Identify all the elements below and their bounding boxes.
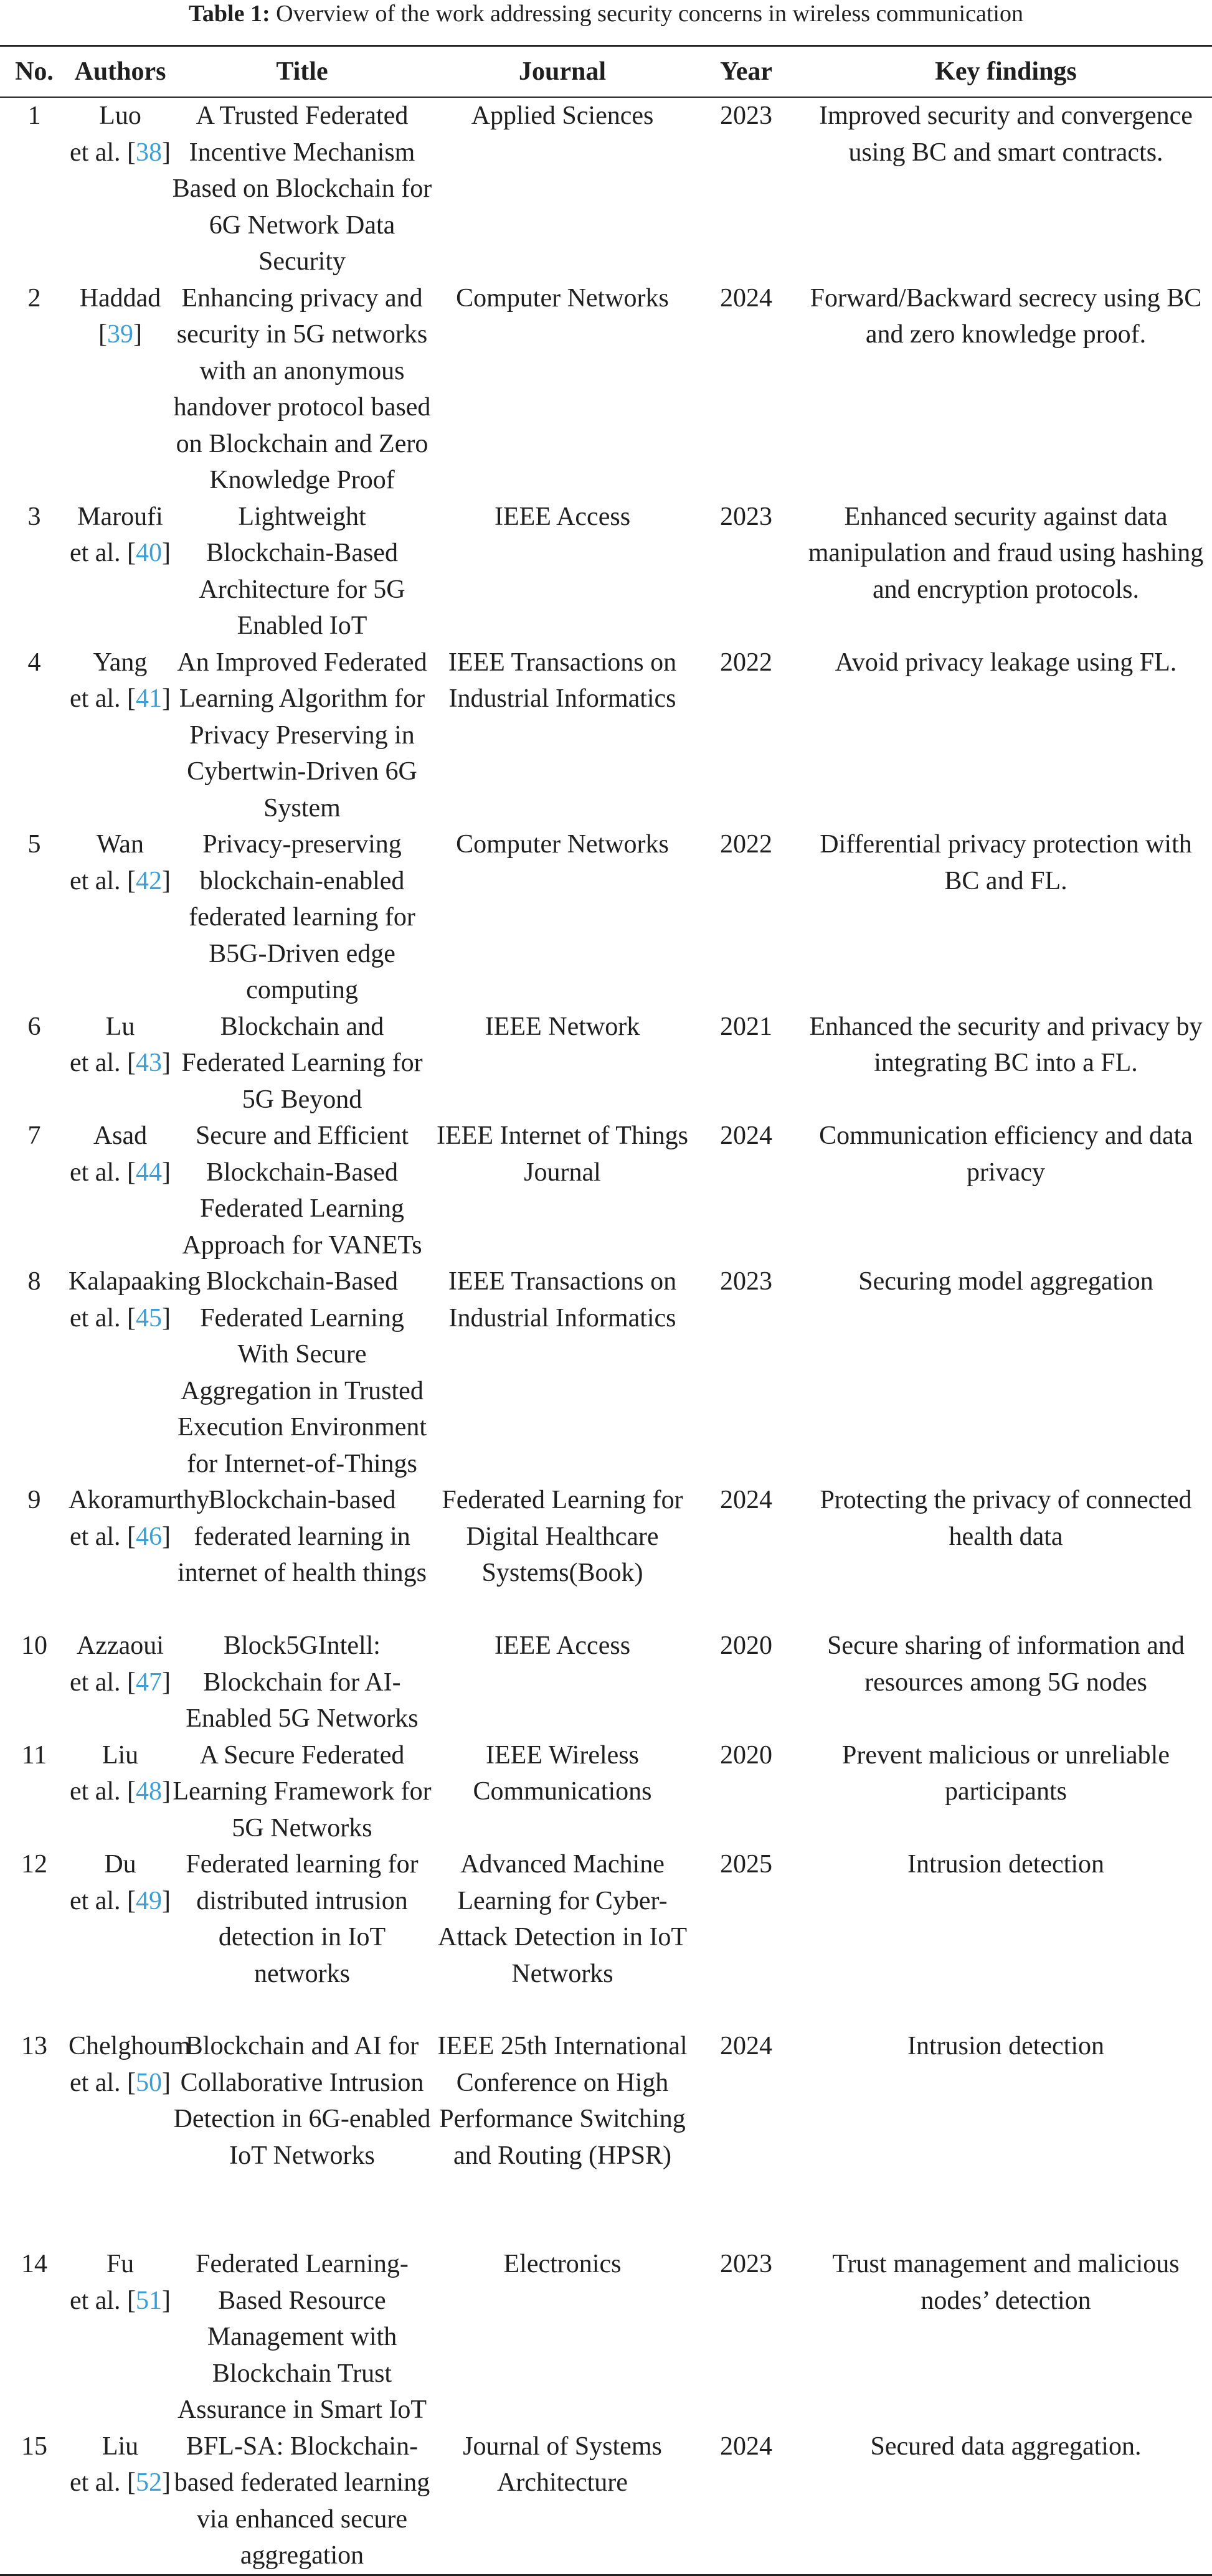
author-etal: et al. [ (69, 866, 136, 895)
reference-close-bracket: ] (133, 320, 142, 349)
row-number: 14 (21, 2250, 47, 2278)
row-key-findings: Intrusion detection (907, 1850, 1105, 1879)
row-number: 5 (27, 830, 41, 859)
row-number: 2 (27, 283, 41, 313)
row-number: 11 (21, 1740, 47, 1770)
row-journal: Computer Networks (456, 830, 669, 859)
reference-close-bracket: ] (162, 1886, 171, 1915)
author-name: Kalapaaking (69, 1267, 201, 1296)
row-title: Federated learning for distributed intrusion detection in IoT networks (186, 1850, 419, 1988)
row-key-findings: Secure sharing of information and resources among 5G nodes (827, 1631, 1185, 1697)
caption-label: Table 1: (189, 1, 270, 27)
row-year: 2023 (720, 2250, 772, 2278)
row-authors (69, 1846, 172, 2028)
row-key-findings: Secured data aggregation. (800, 2428, 1212, 2575)
table-row (0, 2028, 1212, 2246)
reference-link[interactable]: 51 (136, 2286, 163, 2315)
row-number: 8 (27, 1267, 41, 1296)
author-name: Asad (93, 1121, 148, 1150)
reference-close-bracket: ] (162, 539, 171, 567)
author-etal: et al. [ (69, 2286, 136, 2315)
author-name: Chelghoum (69, 2032, 191, 2060)
table-row (0, 280, 1212, 499)
author-etal: et al. [ (69, 1886, 136, 1915)
row-authors (69, 1263, 201, 1482)
row-key-findings: Improved security and convergence using BC and smart contracts. (819, 101, 1193, 167)
author-etal: et al. [ (69, 2068, 136, 2097)
author-etal: et al. [ (69, 539, 136, 567)
reference-close-bracket: ] (162, 684, 171, 713)
row-year: 2024 (720, 2032, 772, 2060)
row-year: 2022 (720, 648, 772, 677)
row-title: Blockchain and Federated Learning for 5G Beyond (181, 1012, 423, 1114)
row-key-findings: Enhanced the security and privacy by integrating BC into a FL. (809, 1012, 1203, 1077)
row-authors (69, 280, 172, 499)
row-journal: Electronics (503, 2250, 622, 2278)
author-etal: et al. [ (69, 684, 136, 713)
row-key-findings: Protecting the privacy of connected health data (820, 1486, 1192, 1551)
row-journal: Federated Learning for Digital Healthcare Systems(Book) (442, 1486, 683, 1587)
reference-close-bracket: ] (162, 1303, 171, 1333)
row-key-findings: Enhanced security against data manipulation and fraud using hashing and encryption protocols. (808, 502, 1204, 604)
author-name: Liu (102, 2432, 139, 2461)
reference-close-bracket: ] (162, 1049, 171, 1077)
row-number: 9 (27, 1486, 41, 1514)
row-authors (69, 1482, 210, 1628)
row-year: 2023 (720, 502, 772, 531)
row-year: 2025 (720, 1850, 772, 1879)
reference-link[interactable]: 42 (136, 866, 163, 895)
row-year: 2022 (720, 830, 772, 859)
row-key-findings: Avoid privacy leakage using FL. (835, 648, 1177, 677)
author-name: Du (104, 1850, 136, 1879)
reference-link[interactable]: 48 (136, 1777, 163, 1806)
row-key-findings: Communication efficiency and data privacy (819, 1121, 1193, 1187)
row-number: 13 (21, 2032, 47, 2060)
row-key-findings: Trust management and malicious nodes’ detection (832, 2250, 1180, 2315)
row-journal: IEEE Wireless Communications (473, 1740, 652, 1806)
row-journal: IEEE Internet of Things Journal (437, 1121, 688, 1187)
table-row (0, 1628, 1212, 1737)
row-key-findings: Securing model aggregation (858, 1267, 1153, 1296)
header-year: Year (693, 46, 800, 98)
author-name: Haddad [ (79, 283, 161, 349)
row-number: 1 (27, 101, 41, 130)
row-title: Enhancing privacy and security in 5G networks with an anonymous handover protocol based on Blockchain and Zero Knowledge Proof (173, 283, 431, 494)
row-title: Blockchain and AI for Collaborative Intrusion Detection in 6G-enabled IoT Networks (173, 2032, 431, 2170)
table-row (0, 1263, 1212, 1482)
row-title: Lightweight Blockchain-Based Architecture for 5G Enabled IoT (199, 502, 405, 640)
row-authors (69, 2428, 172, 2575)
table-row (0, 2246, 1212, 2428)
row-journal: Journal of Systems Architecture (432, 2428, 693, 2575)
author-name: Liu (102, 1740, 139, 1770)
author-name: Luo (99, 101, 141, 130)
row-authors (69, 1628, 172, 1737)
row-journal: IEEE Access (494, 1631, 631, 1660)
table-row (0, 1846, 1212, 2028)
row-authors (69, 2246, 172, 2428)
table-row (0, 499, 1212, 644)
row-authors (69, 2028, 191, 2246)
row-title: Block5GIntell: Blockchain for AI-Enabled 5G Networks (186, 1631, 419, 1733)
row-title: A Trusted Federated Incentive Mechanism Based on Blockchain for 6G Network Data Security (172, 101, 432, 276)
reference-link[interactable]: 50 (136, 2068, 163, 2097)
reference-close-bracket: ] (162, 1777, 171, 1806)
table-row (0, 1737, 1212, 1847)
reference-link[interactable]: 52 (136, 2468, 163, 2497)
reference-close-bracket: ] (162, 2068, 171, 2097)
row-journal: Applied Sciences (471, 101, 654, 130)
row-year: 2024 (720, 1486, 772, 1514)
author-name: Lu (105, 1012, 135, 1041)
row-year: 2024 (720, 283, 772, 313)
row-key-findings: Intrusion detection (907, 2032, 1105, 2060)
row-title: Blockchain-based federated learning in internet of health things (177, 1486, 427, 1587)
reference-link[interactable]: 43 (136, 1049, 163, 1077)
row-journal: Advanced Machine Learning for Cyber-Attack Detection in IoT Networks (437, 1850, 688, 1988)
header-journal: Journal (432, 46, 693, 98)
row-journal: IEEE Transactions on Industrial Informatics (448, 1267, 677, 1333)
reference-close-bracket: ] (162, 138, 171, 167)
row-number: 15 (0, 2428, 69, 2575)
row-key-findings: Prevent malicious or unreliable participants (841, 1740, 1170, 1806)
reference-link[interactable]: 46 (136, 1522, 163, 1551)
row-authors (69, 1118, 172, 1263)
table-row (0, 1118, 1212, 1263)
header-title: Title (172, 46, 432, 98)
author-etal: et al. [ (69, 1303, 136, 1333)
row-journal: IEEE 25th International Conference on High Performance Switching and Routing (HPSR) (437, 2032, 688, 2170)
table-caption (0, 0, 1212, 26)
reference-close-bracket: ] (162, 1158, 171, 1187)
overview-table (0, 45, 1212, 2576)
author-name: Akoramurthy (69, 1486, 210, 1514)
row-authors (69, 1009, 172, 1118)
author-etal: et al. [ (69, 1522, 136, 1551)
caption-text: Overview of the work addressing security concerns in wireless communication (276, 1, 1023, 27)
author-name: Maroufi (77, 502, 163, 531)
reference-link[interactable]: 38 (136, 138, 163, 167)
row-title: Federated Learning-Based Resource Management with Blockchain Trust Assurance in Smart IoT (177, 2250, 427, 2424)
reference-link[interactable]: 45 (136, 1303, 163, 1333)
row-authors (69, 97, 172, 280)
row-key-findings: Forward/Backward secrecy using BC and zero knowledge proof. (810, 283, 1202, 349)
author-etal: et al. [ (69, 1049, 136, 1077)
reference-link[interactable]: 40 (136, 539, 163, 567)
reference-close-bracket: ] (162, 1668, 171, 1697)
author-etal: et al. [ (69, 1668, 136, 1697)
author-name: Wan (97, 830, 144, 859)
reference-link[interactable]: 47 (136, 1668, 163, 1697)
row-number: 3 (27, 502, 41, 531)
reference-close-bracket: ] (162, 2468, 171, 2497)
reference-link[interactable]: 39 (107, 320, 133, 349)
row-journal: IEEE Transactions on Industrial Informatics (448, 648, 677, 713)
row-authors (69, 826, 172, 1009)
row-year: 2021 (720, 1012, 772, 1041)
reference-close-bracket: ] (162, 2286, 171, 2315)
row-title: BFL-SA: Blockchain-based federated learning via enhanced secure aggregation (172, 2428, 432, 2575)
row-key-findings: Differential privacy protection with BC and FL. (820, 830, 1192, 895)
table-row (0, 1482, 1212, 1628)
row-title: A Secure Federated Learning Framework for 5G Networks (173, 1740, 432, 1842)
row-title: Privacy-preserving blockchain-enabled federated learning for B5G-Driven edge computing (189, 830, 415, 1004)
reference-link[interactable]: 44 (136, 1158, 163, 1187)
row-year: 2020 (720, 1631, 772, 1660)
row-number: 4 (27, 648, 41, 677)
author-etal: et al. [ (69, 1158, 136, 1187)
row-title: An Improved Federated Learning Algorithm for Privacy Preserving in Cybertwin-Driven 6G System (177, 648, 427, 823)
header-row (0, 46, 1212, 98)
row-year: 2024 (720, 1121, 772, 1150)
reference-link[interactable]: 41 (136, 684, 163, 713)
table-row (0, 1009, 1212, 1118)
table-row (0, 826, 1212, 1009)
row-year: 2020 (720, 1740, 772, 1770)
table-row (0, 2428, 1212, 2575)
header-authors: Authors (69, 46, 172, 98)
row-authors (69, 644, 172, 827)
row-year: 2023 (720, 1267, 772, 1296)
table-body (0, 97, 1212, 2575)
table-row (0, 644, 1212, 827)
reference-link[interactable]: 49 (136, 1886, 163, 1915)
row-journal: IEEE Network (485, 1012, 640, 1041)
row-number: 12 (21, 1850, 47, 1879)
row-title: Secure and Efficient Blockchain-Based Federated Learning Approach for VANETs (182, 1121, 422, 1260)
reference-close-bracket: ] (162, 1522, 171, 1551)
author-name: Azzaoui (77, 1631, 164, 1660)
author-etal: et al. [ (69, 138, 136, 167)
row-number: 7 (27, 1121, 41, 1150)
author-name: Fu (106, 2250, 135, 2278)
row-authors (69, 1737, 172, 1847)
header-no: No. (0, 46, 69, 98)
author-etal: et al. [ (69, 2468, 136, 2497)
header-key-findings: Key findings (800, 46, 1212, 98)
author-etal: et al. [ (69, 1777, 136, 1806)
row-year: 2023 (720, 101, 772, 130)
row-journal: IEEE Access (494, 502, 631, 531)
row-year: 2024 (693, 2428, 800, 2575)
table-row (0, 97, 1212, 280)
row-authors (69, 499, 172, 644)
row-title: Blockchain-Based Federated Learning With Secure Aggregation in Trusted Execution Environment for Internet-of-Things (177, 1267, 427, 1478)
row-number: 10 (21, 1631, 47, 1660)
row-number: 6 (27, 1012, 41, 1041)
reference-close-bracket: ] (162, 866, 171, 895)
author-name: Yang (93, 648, 148, 677)
row-journal: Computer Networks (456, 283, 669, 313)
